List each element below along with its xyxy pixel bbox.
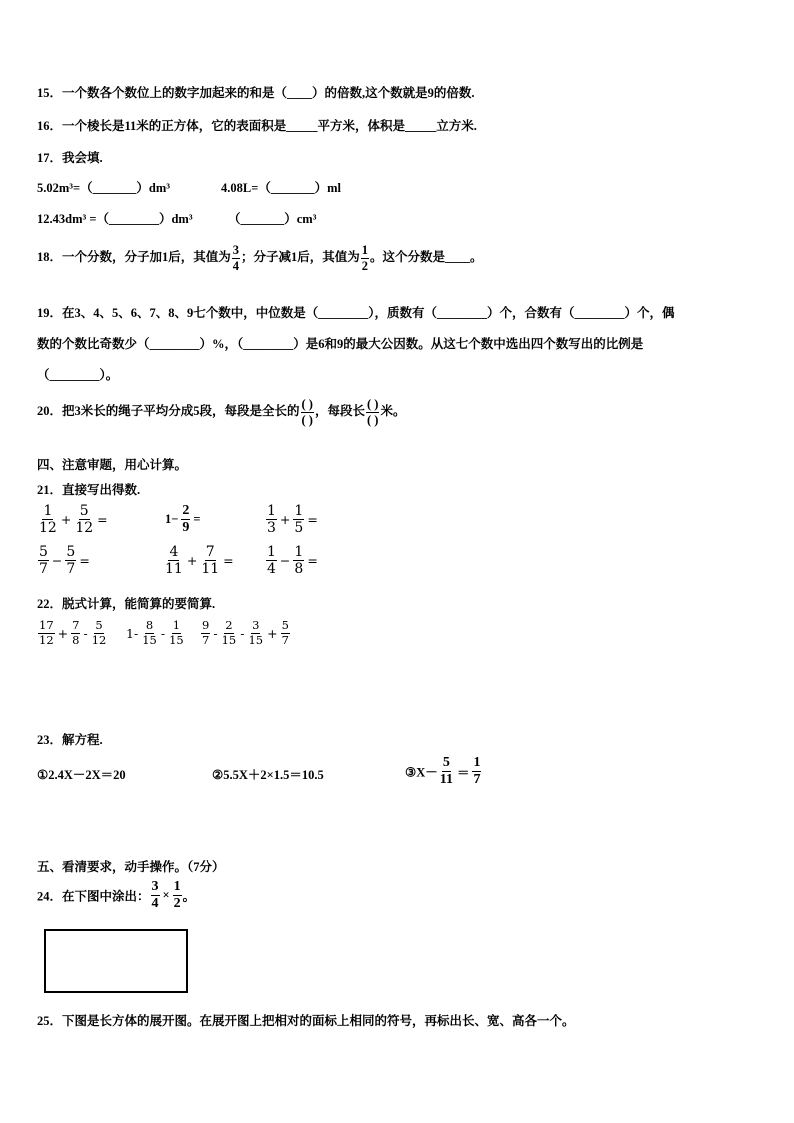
q17-row1b: 4.08L=（_______）ml — [221, 181, 341, 195]
q22-expr-2: 1- $\frac{8}{15}$ - $\frac{1}{15}$ — [126, 618, 184, 647]
q21-expr-d: $\frac{5}{7}$ − $\frac{5}{7}$ = — [39, 544, 90, 577]
q22-expr-1: $\frac{17}{12}$ + $\frac{7}{8}$ - $\frac{5}{12}$ — [39, 618, 107, 647]
q17-row2b: （_______）cm³ — [228, 212, 317, 226]
q24: 24．在下图中涂出： $\frac{3}{4}$ × $\frac{1}{2}$ 。 — [37, 879, 196, 911]
q21-expr-b: 1− $\frac{2}{9}$ = — [165, 503, 201, 535]
q21-expr-e: $\frac{4}{11}$ + $\frac{7}{11}$ = — [165, 544, 234, 577]
q20-text3: 米。 — [380, 403, 406, 418]
q20-text2: ，每段长 — [314, 403, 365, 418]
q23-title: 23．解方程. — [37, 733, 103, 747]
q18 — [37, 244, 483, 272]
q21-expr-c: $\frac{1}{3}$ + $\frac{1}{5}$ = — [267, 503, 318, 536]
q24-rectangle — [44, 929, 188, 993]
q18-fraction-1: $\frac{3}{4}$ — [232, 243, 240, 273]
q23-equation-3: ③X－ $\frac{5}{11}$ ＝ $\frac{1}{7}$ — [405, 755, 481, 787]
q21-title: 21．直接写出得数. — [37, 483, 141, 497]
q20 — [37, 398, 405, 426]
q22-expr-3: $\frac{9}{7}$ - $\frac{2}{15}$ - $\frac{3}{15}$ + $\frac{5}{7}$ — [202, 618, 289, 647]
q22-title: 22．脱式计算，能简算的要简算. — [37, 597, 216, 611]
q17-title: 17．我会填. — [37, 151, 103, 165]
q25: 25．下图是长方体的展开图。在展开图上把相对的面标上相同的符号，再标出长、宽、高各一个。 — [37, 1014, 575, 1028]
q23-equation-2: ②5.5X＋2×1.5＝10.5 — [212, 768, 324, 782]
q19-line2: 数的个数比奇数少（________）%，（________）是6和9的最大公因数。从这七个数中选出四个数写出的比例是 — [37, 337, 644, 351]
q15: 15．一个数各个数位上的数字加起来的和是（____）的倍数,这个数就是9的倍数. — [37, 86, 475, 100]
q16: 16．一个棱长是11米的正方体，它的表面积是_____平方米，体积是_____立方米. — [37, 119, 477, 133]
section-5-heading: 五、看清要求，动手操作。（7分） — [37, 860, 225, 874]
q20-text1: 20．把3米长的绳子平均分成5段，每段是全长的 — [37, 403, 300, 418]
q20-fraction-2: $\frac{( )}{( )}$ — [366, 397, 379, 427]
q18-text3: 。这个分数是____。 — [370, 249, 483, 264]
q19-line3: （________）。 — [37, 368, 119, 382]
q18-text2: ；分子减1后，其值为 — [241, 249, 360, 264]
q17-row1a: 5.02m³=（_______）dm³ — [37, 181, 171, 195]
q21-expr-a: $\frac{1}{12}$ + $\frac{5}{12}$ = — [39, 503, 108, 536]
q18-fraction-2: $\frac{1}{2}$ — [361, 243, 369, 273]
section-4-heading: 四、注意审题，用心计算。 — [37, 458, 188, 472]
q19-line1: 19．在3、4、5、6、7、8、9七个数中，中位数是（________），质数有（________）个，合数有（________）个，偶 — [37, 306, 675, 320]
q18-text1: 18．一个分数，分子加1后，其值为 — [37, 249, 231, 264]
q20-fraction-1: $\frac{( )}{( )}$ — [301, 397, 313, 427]
q21-expr-f: $\frac{1}{4}$ − $\frac{1}{8}$ = — [267, 544, 318, 577]
q17-row2a: 12.43dm³ =（________）dm³ — [37, 212, 193, 226]
q23-equation-1: ①2.4X－2X＝20 — [37, 768, 126, 782]
